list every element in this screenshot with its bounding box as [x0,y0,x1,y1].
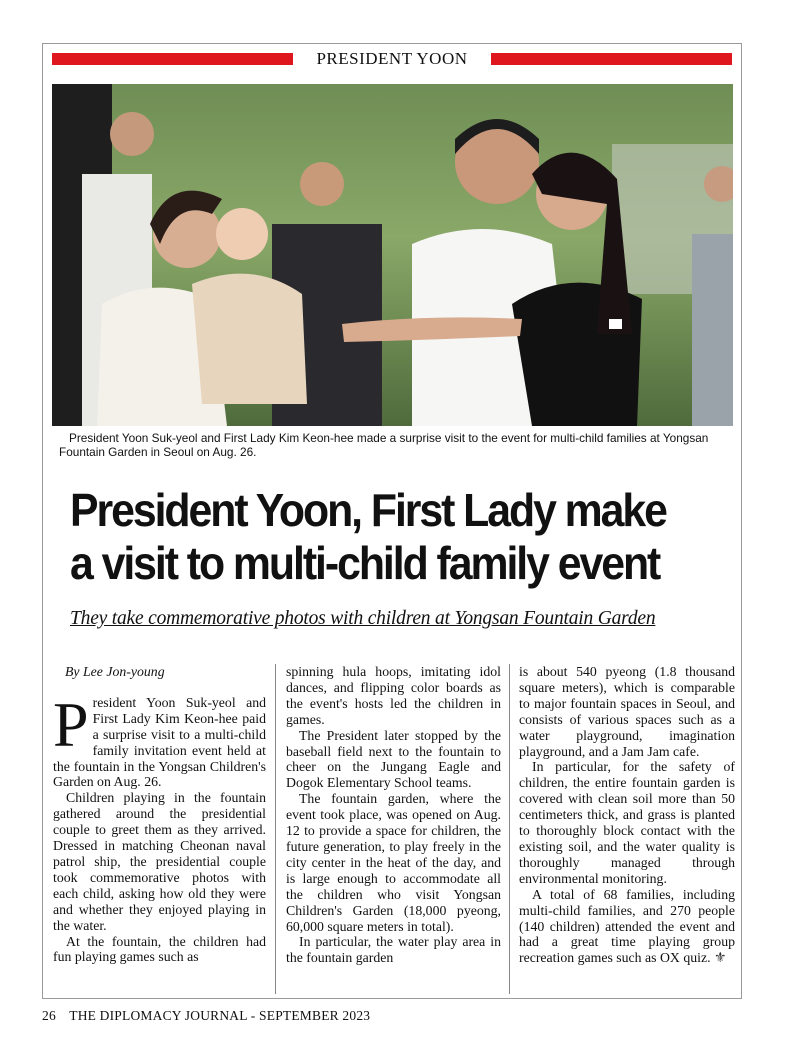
paragraph: The fountain garden, where the event took place, was opened on Aug. 12 to provide a space for children, the future generation, to play freely in the city center in the heat of the day, and is large enough to accommodate all the children who visit Yongsan Children's Garden (18,000 pyeong, 60,000 square meters in total). [286,791,501,934]
paragraph-text: A total of 68 families, including multi-child families, and 270 people (140 children) attended the event and had a great time playing group recreation games such as OX quiz. [519,886,735,966]
paragraph: Children playing in the fountain gathered around the presidential couple to greet them as they arrived. Dressed in matching Cheonan naval patrol ship, the presidential couple took commemorative photos with each child, asking how old they were and whether they enjoyed playing in the water. [53,790,266,933]
publication-name: THE DIPLOMACY JOURNAL - SEPTEMBER 2023 [69,1008,371,1023]
headline: President Yoon, First Lady make a visit to multi-child family event [70,484,666,589]
paragraph [519,887,735,967]
article-column-2 [286,664,501,966]
article-photo [52,84,733,426]
paragraph: spinning hula hoops, imitating idol dances, and flipping color boards as the event's hosts led the children in games. [286,664,501,727]
paragraph: In particular, for the safety of children, the entire fountain garden is covered with clean soil more than 50 centimeters thick, and grass is planted to thoroughly block contact with the existing soil, and the water quality is thoroughly managed through environmental monitoring. [519,759,735,886]
paragraph: In particular, the water play area in the fountain garden [286,934,501,966]
page-footer [42,1008,370,1024]
article-column-3 [519,664,735,966]
section-label: PRESIDENT YOON [316,49,468,68]
column-divider [275,664,276,994]
article-column-1 [53,664,266,965]
drop-cap: P [53,688,89,760]
section-header [52,49,732,69]
page-frame [42,43,742,999]
paragraph: is about 540 pyeong (1.8 thousand square meters), which is comparable to major fountain spaces in Seoul, and consists of various spaces such as a water playground, imagination playground, and a Jam Jam cafe. [519,664,735,759]
section-bar-right [491,53,732,65]
lead-text: resident Yoon Suk-yeol and First Lady Kim Keon-hee paid a surprise visit to a multi-child family invitation event held at the fountain in the Yongsan Children's Garden on Aug. 26. [53,694,266,790]
byline: By Lee Jon-young [65,664,165,679]
lead-paragraph [53,688,266,790]
paragraph: The President later stopped by the baseball field next to the fountain to cheer on the Jungang Eagle and Dogok Elementary School teams. [286,727,501,791]
page-number: 26 [42,1008,56,1023]
subheadline: They take commemorative photos with children at Yongsan Fountain Garden [70,608,656,629]
column-divider [509,664,510,994]
paragraph: At the fountain, the children had fun playing games such as [53,933,266,965]
end-mark-icon: ⚜ [714,950,727,966]
photo-caption: President Yoon Suk-yeol and First Lady Kim Keon-hee made a surprise visit to the event for multi-child families at Yongsan Fountain Garden in Seoul on Aug. 26. [59,431,709,459]
